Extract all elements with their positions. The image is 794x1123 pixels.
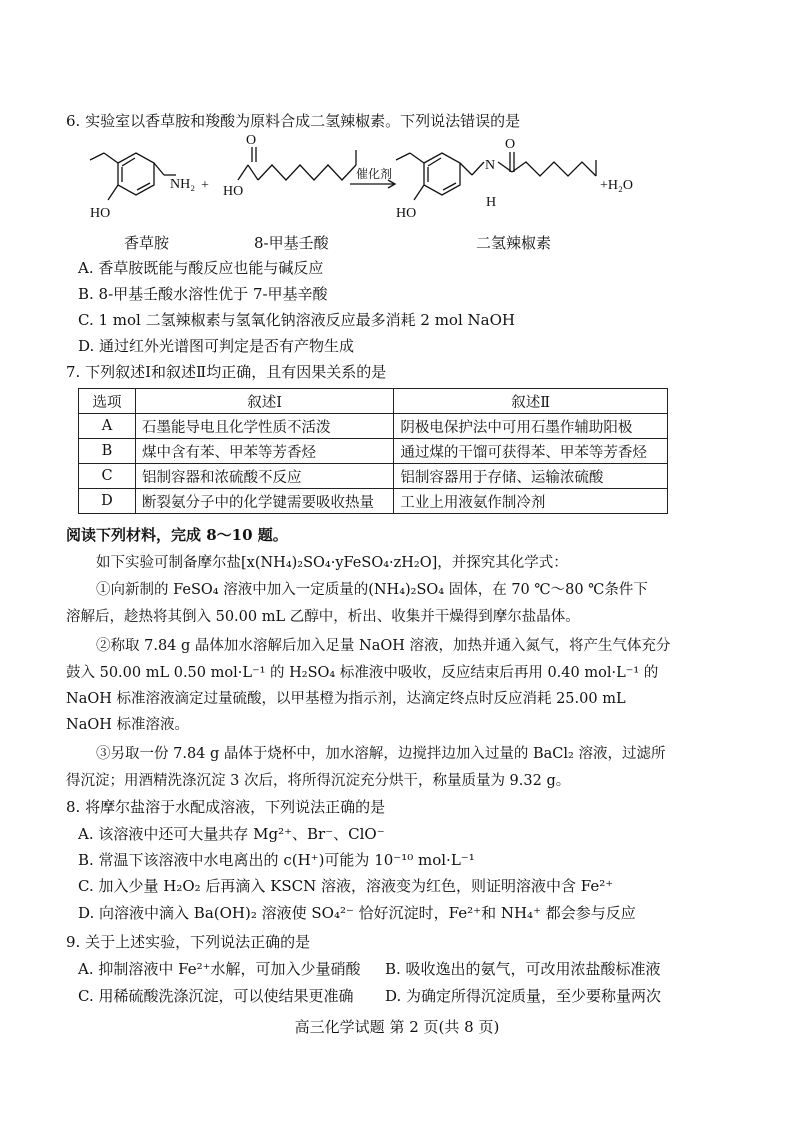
product-ho: HO [396, 206, 417, 221]
statement-2: 铝制容器用于存储、运输浓硫酸 [394, 464, 668, 489]
plus-sign: + [201, 178, 209, 193]
q6-stem: 6. 实验室以香草胺和羧酸为原料合成二氢辣椒素。下列说法错误的是 [66, 112, 521, 130]
reading-line: 得沉淀；用酒精洗涤沉淀 3 次后，将所得沉淀充分烘干，称量质量为 9.32 g。 [66, 773, 571, 789]
q6-option-b: B. 8-甲基壬酸水溶性优于 7-甲基辛酸 [78, 285, 328, 303]
reading-line: ③另取一份 7.84 g 晶体于烧杯中，加水溶解，边搅拌边加入过量的 BaCl₂ 溶液，过滤所 [96, 746, 666, 762]
label-vanillylamine: 香草胺 [124, 234, 170, 252]
header-statement-1: 叙述Ⅰ [136, 389, 394, 414]
reading-line: 溶解后，趁热将其倒入 50.00 mL 乙醇中，析出、收集并干燥得到摩尔盐晶体。 [66, 609, 580, 625]
water-product: +H₂O [600, 178, 633, 193]
amide-n: N [485, 158, 496, 173]
reading-intro: 阅读下列材料，完成 8～10 题。 [66, 526, 288, 544]
reading-line: ①向新制的 FeSO₄ 溶液中加入一定质量的(NH₄)₂SO₄ 固体，在 70 ℃～80 ℃条件下 [96, 582, 648, 598]
row-label: C [79, 464, 136, 489]
q9-stem: 9. 关于上述实验，下列说法正确的是 [66, 933, 311, 951]
catalyst-label: 催化剂 [356, 167, 393, 181]
q8-option-a: A. 该溶液中还可大量共存 Mg²⁺、Br⁻、ClO⁻ [78, 825, 385, 843]
q8-option-b: B. 常温下该溶液中水电离出的 c(H⁺)可能为 10⁻¹⁰ mol·L⁻¹ [78, 851, 475, 869]
q8-stem: 8. 将摩尔盐溶于水配成溶液，下列说法正确的是 [66, 798, 386, 816]
statement-1: 煤中含有苯、甲苯等芳香烃 [136, 439, 394, 464]
q6-option-a: A. 香草胺既能与酸反应也能与碱反应 [78, 259, 324, 277]
statement-2: 通过煤的干馏可获得苯、甲苯等芳香烃 [394, 439, 668, 464]
row-label: D [79, 489, 136, 514]
vanillylamine-nh2: NH₂ [170, 177, 196, 192]
q6-option-d: D. 通过红外光谱图可判定是否有产物生成 [78, 337, 355, 355]
table-row [79, 464, 668, 489]
q9-option-d: D. 为确定所得沉淀质量，至少要称量两次 [385, 987, 662, 1005]
row-label: A [79, 414, 136, 439]
q7-stem: 7. 下列叙述Ⅰ和叙述Ⅱ均正确，且有因果关系的是 [66, 363, 387, 381]
q9-option-b: B. 吸收逸出的氨气，可改用浓盐酸标准液 [385, 960, 661, 978]
vanillylamine-ring [118, 153, 154, 195]
q6-option-c: C. 1 mol 二氢辣椒素与氢氧化钠溶液反应最多消耗 2 mol NaOH [78, 311, 515, 329]
page-footer: 高三化学试题 第 2 页(共 8 页) [294, 1018, 500, 1036]
table-row [79, 439, 668, 464]
q6-reaction-scheme [0, 0, 794, 240]
reading-line: NaOH 标准溶液。 [66, 717, 189, 733]
acid-ho: HO [223, 184, 244, 199]
vanillylamine-ho: HO [90, 206, 111, 221]
statement-1: 石墨能导电且化学性质不活泼 [136, 414, 394, 439]
table-header-row [79, 389, 668, 414]
reading-line: 鼓入 50.00 mL 0.50 mol·L⁻¹ 的 H₂SO₄ 标准液中吸收，反应结束后再用 0.40 mol·L⁻¹ 的 [66, 665, 659, 681]
q9-option-c: C. 用稀硫酸洗涤沉淀，可以使结果更准确 [78, 987, 354, 1005]
q9-option-a: A. 抑制溶液中 Fe²⁺水解，可加入少量硝酸 [78, 960, 361, 978]
amide-h: H [486, 195, 497, 210]
reading-line: 如下实验可制备摩尔盐[x(NH₄)₂SO₄·yFeSO₄·zH₂O]，并探究其化学式： [96, 555, 568, 571]
amide-o: O [505, 137, 516, 152]
reading-line: NaOH 标准溶液滴定过量硫酸，以甲基橙为指示剂，达滴定终点时反应消耗 25.00 mL [66, 691, 626, 707]
label-product: 二氢辣椒素 [476, 234, 552, 252]
reading-line: ②称取 7.84 g 晶体加水溶解后加入足量 NaOH 溶液，加热并通入氮气，将产生气体充分 [96, 638, 671, 654]
q8-option-c: C. 加入少量 H₂O₂ 后再滴入 KSCN 溶液，溶液变为红色，则证明溶液中含 Fe²⁺ [78, 877, 614, 895]
statement-2: 阴极电保护法中可用石墨作辅助阳极 [394, 414, 668, 439]
product-ring [424, 153, 460, 195]
label-acid: 8-甲基壬酸 [254, 234, 329, 252]
table-row [79, 489, 668, 514]
statement-1: 断裂氨分子中的化学键需要吸收热量 [136, 489, 394, 514]
q8-option-d: D. 向溶液中滴入 Ba(OH)₂ 溶液使 SO₄²⁻ 恰好沉淀时，Fe²⁺和 NH₄⁺ 都会参与反应 [78, 904, 636, 922]
q7-table [78, 388, 668, 514]
header-statement-2: 叙述Ⅱ [394, 389, 668, 414]
table-row [79, 414, 668, 439]
row-label: B [79, 439, 136, 464]
header-option: 选项 [79, 389, 136, 414]
statement-1: 铝制容器和浓硫酸不反应 [136, 464, 394, 489]
acid-carbonyl-o: O [246, 133, 257, 148]
statement-2: 工业上用液氨作制冷剂 [394, 489, 668, 514]
